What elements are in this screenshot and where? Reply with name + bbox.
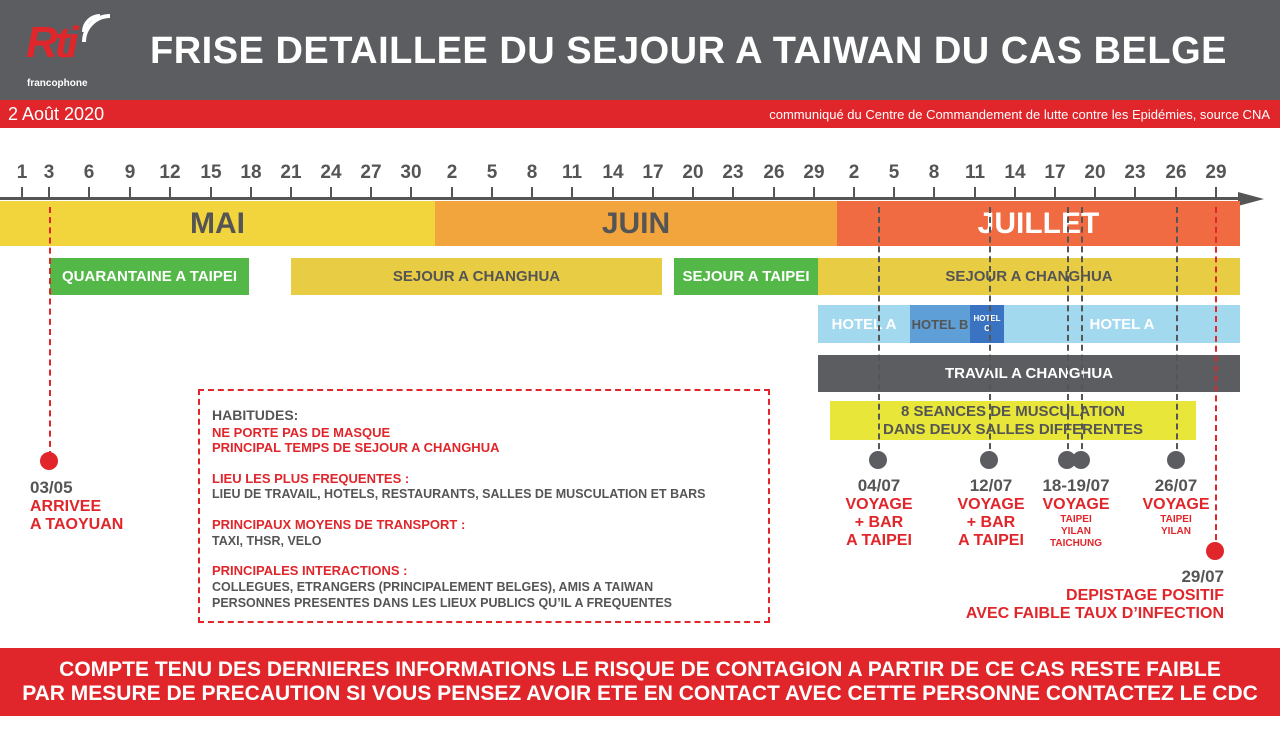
axis-tick-label: 14 [1004,162,1026,183]
event-dot-0407 [869,451,887,469]
axis-tick-label: 20 [682,162,704,183]
axis-tick-label: 8 [526,162,538,183]
transport-title: PRINCIPAUX MOYENS DE TRANSPORT : [212,517,466,532]
logo: Rti [26,18,76,67]
hotel-b: HOTEL B [910,305,970,343]
axis-tick-label: 23 [1124,162,1146,183]
event-1819 [1030,476,1122,550]
event-subtext: YILAN [1061,526,1091,537]
stay-changhua-1: SEJOUR A CHANGHUA [291,258,662,295]
event-date: 04/07 [857,476,901,495]
publication-date: 2 Août 2020 [8,104,105,124]
event-date: 12/07 [969,476,1013,495]
footer-warning [0,648,1280,716]
month-june [435,201,837,246]
stay-quarantine-taipei: QUARANTAINE A TAIPEI [50,258,249,295]
signal-icon [80,12,114,46]
axis-tick-label: 14 [602,162,624,183]
hotel-a-2: HOTEL A [1004,305,1240,343]
month-may [0,201,435,246]
page-title: FRISE DETAILLEE DU SEJOUR A TAIWAN DU CAS BELGE [150,30,1227,72]
axis-tick-label: 5 [486,162,498,183]
axis-tick-label: 12 [159,162,181,183]
event-0407 [838,476,920,550]
habit-no-mask: NE PORTE PAS DE MASQUE [212,425,391,440]
event-dot-1907 [1072,451,1090,469]
footer-line-1: COMPTE TENU DES DERNIERES INFORMATIONS LE RISQUE DE CONTAGION A PARTIR DE CE CAS RESTE FAIBLE [59,658,1221,681]
stay-changhua-2: SEJOUR A CHANGHUA [818,258,1240,295]
axis-tick-label: 30 [400,162,422,183]
axis-tick-label: 17 [642,162,664,183]
axis-tick-label: 24 [320,162,342,183]
axis-tick-label: 23 [722,162,744,183]
event-line-2607 [1176,207,1178,459]
axis-tick-label: 18 [240,162,262,183]
month-label: JUIN [601,206,671,240]
axis-tick-label: 2 [446,162,458,183]
transport-text: TAXI, THSR, VELO [212,534,322,548]
interactions-text-1: COLLEGUES, ETRANGERS (PRINCIPALEMENT BELGES), AMIS A TAIWAN [212,580,654,594]
month-label: JUILLET [977,206,1100,240]
event-line-1807 [1067,207,1069,459]
event-date: 18-19/07 [1042,476,1110,495]
axis-tick-label: 1 [16,162,28,183]
axis-tick-label: 2 [848,162,860,183]
event-subtext: TAIPEI [1160,514,1192,525]
arrival-event [30,478,123,534]
event-line-0407 [878,207,880,459]
axis-tick-label: 21 [280,162,302,183]
event-dot-2607 [1167,451,1185,469]
month-label: MAI [190,206,245,240]
timeline-axis [0,197,1240,200]
event-2607 [1135,476,1217,538]
gym-sessions [830,401,1196,440]
event-subtext: TAICHUNG [1049,538,1103,549]
arrival-marker-line [49,207,51,457]
hotel-c: HOTEL C [970,305,1004,343]
event-text: A TAIPEI [846,532,912,549]
places-title: LIEU LES PLUS FREQUENTES : [212,471,410,486]
event-dot-1207 [980,451,998,469]
event-text: A TAIPEI [958,532,1024,549]
event-subtext: TAIPEI [1060,514,1092,525]
habits-title: HABITUDES: [212,407,299,423]
axis-tick-label: 26 [1165,162,1187,183]
event-subtext: YILAN [1161,526,1191,537]
axis-tick-label: 11 [561,162,583,183]
axis-tick-label: 15 [200,162,222,183]
event-text: DEPISTAGE POSITIF [1066,587,1224,604]
positive-dot [1206,542,1224,560]
event-text: + BAR [966,514,1016,531]
axis-tick-label: 20 [1084,162,1106,183]
axis-tick-label: 17 [1044,162,1066,183]
stay-taipei: SEJOUR A TAIPEI [674,258,818,295]
event-text: VOYAGE [957,496,1025,513]
event-text: VOYAGE [1142,496,1210,513]
axis-tick-label: 6 [83,162,95,183]
event-text: A TAOYUAN [30,516,124,533]
axis-tick-label: 29 [1205,162,1227,183]
axis-tick-label: 3 [43,162,55,183]
axis-tick-label: 26 [763,162,785,183]
event-date: 29/07 [1181,567,1224,586]
habits-box [198,389,770,623]
axis-tick-label: 5 [888,162,900,183]
event-text: VOYAGE [1042,496,1110,513]
gym-line-1: 8 SEANCES DE MUSCULATION [901,402,1125,420]
work-changhua: TRAVAIL A CHANGHUA [818,355,1240,392]
event-text: AVEC FAIBLE TAUX D’INFECTION [965,605,1224,622]
positive-event [966,567,1224,623]
hotel-a-1: HOTEL A [818,305,910,343]
event-1207 [950,476,1032,550]
event-text: VOYAGE [845,496,913,513]
event-line-1207 [989,207,991,459]
axis-tick-label: 9 [124,162,136,183]
places-text: LIEU DE TRAVAIL, HOTELS, RESTAURANTS, SALLES DE MUSCULATION ET BARS [212,487,706,501]
footer-line-2: PAR MESURE DE PRECAUTION SI VOUS PENSEZ AVOIR ETE EN CONTACT AVEC CETTE PERSONNE CONTACTEZ LE CDC [22,682,1258,705]
arrival-dot [40,452,58,470]
event-text: + BAR [854,514,904,531]
axis-tick-label: 29 [803,162,825,183]
event-text: ARRIVEE [30,498,102,515]
logo-subtitle: francophone [27,78,88,89]
axis-tick-label: 27 [360,162,382,183]
arrow-icon [1238,192,1264,206]
subtitle-bar [0,100,1280,128]
event-date: 03/05 [30,478,73,497]
habit-main-stay: PRINCIPAL TEMPS DE SEJOUR A CHANGHUA [212,440,500,455]
interactions-text-2: PERSONNES PRESENTES DANS LES LIEUX PUBLICS QU’IL A FREQUENTES [212,596,673,610]
month-july [837,201,1240,246]
gym-line-2: DANS DEUX SALLES DIFFERENTES [882,420,1144,438]
interactions-title: PRINCIPALES INTERACTIONS : [212,563,408,578]
axis-tick-label: 8 [928,162,940,183]
event-line-1907 [1081,207,1083,459]
source-note: communiqué du Centre de Commandement de lutte contre les Epidémies, source CNA [769,107,1270,122]
axis-tick-label: 11 [964,162,986,183]
event-date: 26/07 [1154,476,1198,495]
